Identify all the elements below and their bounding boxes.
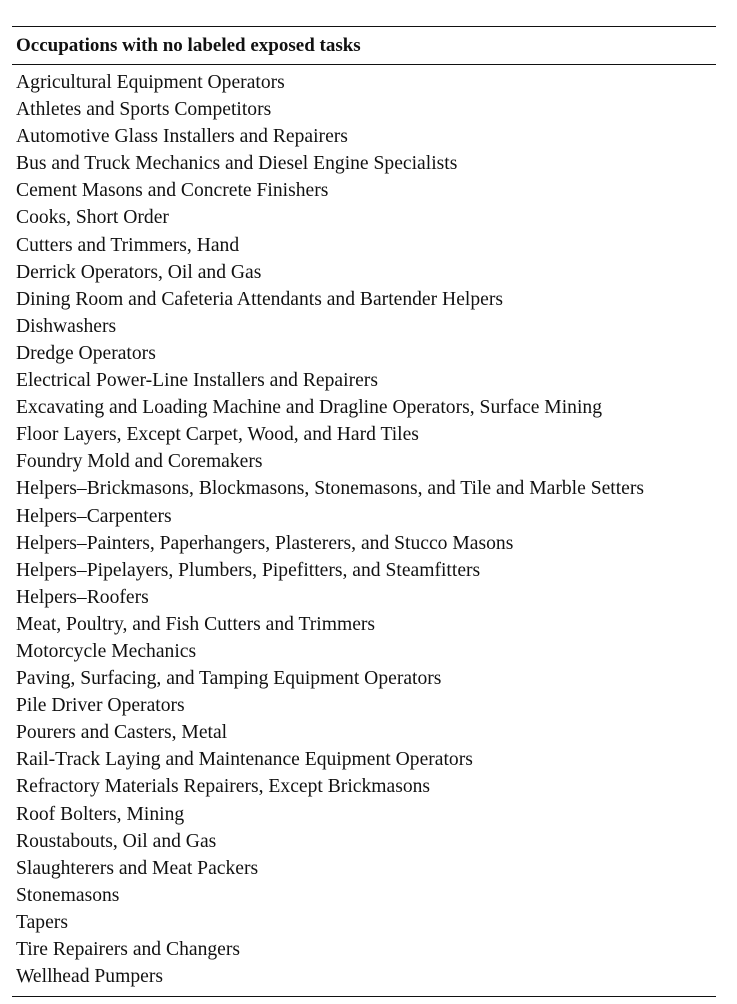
occupation-row: Agricultural Equipment Operators (16, 72, 285, 93)
occupation-row: Helpers–Roofers (16, 586, 149, 608)
occupation-row: Stonemasons (16, 884, 120, 906)
occupations-table (12, 26, 716, 997)
occupation-row: Motorcycle Mechanics (16, 640, 197, 662)
occupation-row: Roof Bolters, Mining (16, 803, 185, 825)
occupation-row: Cooks, Short Order (16, 207, 169, 229)
occupation-row: Roustabouts, Oil and Gas (16, 830, 217, 852)
occupation-row: Helpers–Carpenters (16, 505, 172, 527)
occupation-row: Meat, Poultry, and Fish Cutters and Trimmers (16, 613, 376, 635)
occupation-row: Pourers and Casters, Metal (16, 722, 228, 744)
occupation-row: Tapers (16, 911, 68, 933)
occupation-list (12, 65, 716, 990)
table-bottom-rule (12, 996, 716, 997)
occupation-row: Slaughterers and Meat Packers (16, 857, 259, 879)
occupation-row: Cutters and Trimmers, Hand (16, 234, 240, 256)
occupation-row: Paving, Surfacing, and Tamping Equipment Operators (16, 668, 442, 690)
occupation-row: Bus and Truck Mechanics and Diesel Engine Specialists (16, 153, 458, 175)
occupation-row: Helpers–Painters, Paperhangers, Plasterers, and Stucco Masons (16, 532, 514, 554)
table-header: Occupations with no labeled exposed tasks (16, 35, 361, 56)
occupation-row: Wellhead Pumpers (16, 966, 163, 988)
occupation-row: Excavating and Loading Machine and Dragline Operators, Surface Mining (16, 397, 602, 419)
occupation-row: Athletes and Sports Competitors (16, 99, 272, 121)
occupation-row: Dishwashers (16, 315, 117, 337)
occupation-row: Refractory Materials Repairers, Except Brickmasons (16, 776, 431, 798)
occupation-row: Helpers–Pipelayers, Plumbers, Pipefitters, and Steamfitters (16, 559, 481, 581)
occupation-row: Derrick Operators, Oil and Gas (16, 261, 262, 283)
occupation-row: Electrical Power-Line Installers and Repairers (16, 370, 378, 392)
occupation-row: Rail-Track Laying and Maintenance Equipment Operators (16, 749, 473, 771)
occupation-row: Dining Room and Cafeteria Attendants and Bartender Helpers (16, 288, 503, 310)
occupation-row: Pile Driver Operators (16, 695, 185, 717)
occupation-row: Helpers–Brickmasons, Blockmasons, Stonemasons, and Tile and Marble Setters (16, 478, 645, 500)
occupation-row: Automotive Glass Installers and Repairers (16, 126, 348, 148)
occupation-row: Cement Masons and Concrete Finishers (16, 180, 329, 202)
occupation-row: Dredge Operators (16, 342, 156, 364)
occupation-row: Floor Layers, Except Carpet, Wood, and Hard Tiles (16, 424, 419, 446)
occupation-row: Foundry Mold and Coremakers (16, 451, 263, 473)
occupation-row: Tire Repairers and Changers (16, 939, 241, 960)
